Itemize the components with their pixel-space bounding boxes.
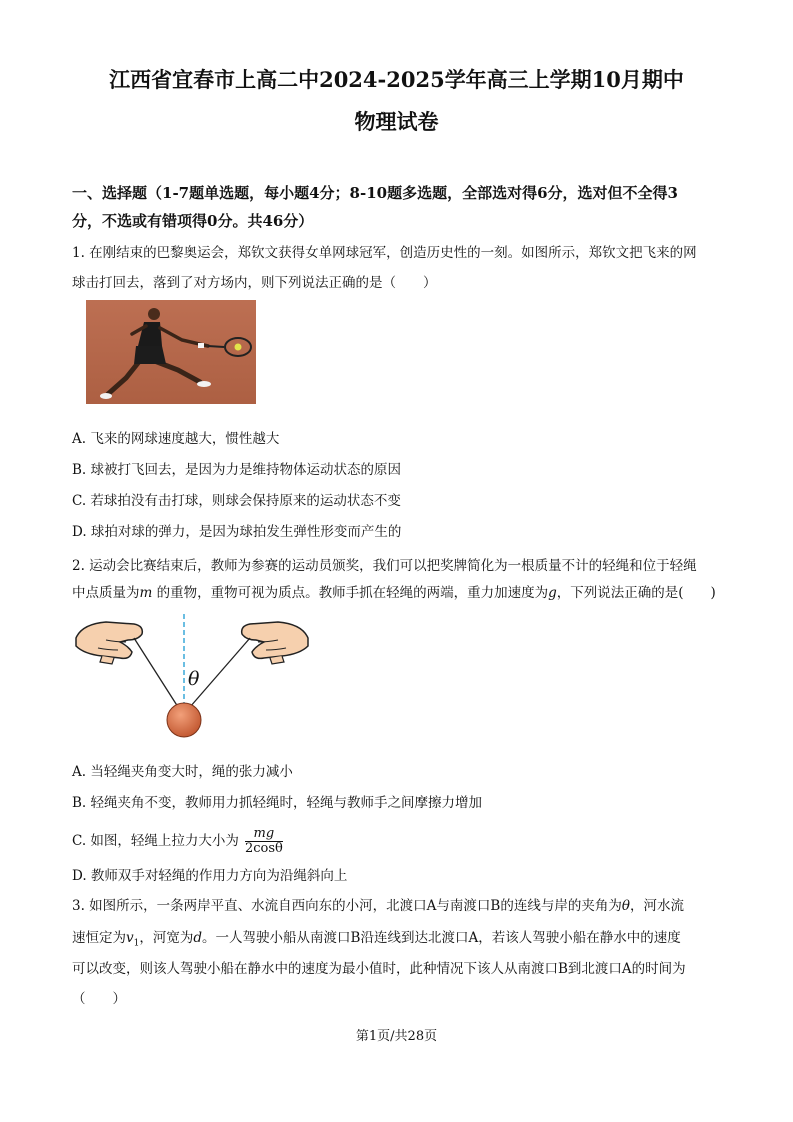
q3-stem-text-b: ，河水流 [629,898,684,914]
page-number: 第1页/共28页 [355,1029,438,1044]
q3-stem-line1 [72,893,732,919]
q3-stem-text-a: 3. 如图所示，一条两岸平直、水流自西向东的小河，北渡口A与南渡口B的连线与岸的夹角为 [72,898,622,914]
q2-gravity-symbol: g [548,585,557,601]
theta-label: θ [188,668,200,690]
q1-option-a: A. 飞来的网球速度越大，惯性越大 [72,431,280,447]
q3-stem-text-e: 。一人驾驶小船从南渡口B沿连线到达北渡口A，若该人驾驶小船在静水中的速度 [202,930,681,946]
q1-stem-line2: 球击打回去，落到了对方场内，则下列说法正确的是（ ） [72,275,437,291]
q3-velocity-symbol: v [126,930,134,946]
q3-stem-text-c: 速恒定为 [72,930,126,946]
tension-fraction [245,827,283,856]
q2-option-a: A. 当轻绳夹角变大时，绳的张力减小 [72,764,293,780]
section-heading-line2: 分，不选或有错项得0分。共46分） [72,212,314,230]
q3-stem-line4: （ ） [72,991,126,1007]
weight-ball [167,703,201,737]
left-rope [134,638,178,707]
q2-option-d: D. 教师双手对轻绳的作用力方向为沿绳斜向上 [72,868,348,884]
q2-mass-symbol: m [139,585,153,601]
fraction-numerator: mg [245,827,283,842]
q1-stem-line1: 1. 在刚结束的巴黎奥运会，郑钦文获得女单网球冠军，创造历史性的一刻。如图所示，郑钦文把飞来的网 [72,245,697,261]
q3-width-symbol: d [193,930,203,946]
q2-stem-line2 [72,580,732,606]
right-hand-icon [242,622,308,664]
q2-stem-text-c: ，下列说法正确的是( ) [556,585,716,601]
q1-option-c: C. 若球拍没有击打球，则球会保持原来的运动状态不变 [72,493,401,509]
q2-stem-text-b: 的重物，重物可视为质点。教师手抓在轻绳的两端，重力加速度为 [152,585,549,601]
q3-stem-line2 [72,925,732,957]
q2-option-c-text: C. 如图，轻绳上拉力大小为 [72,833,239,849]
q1-option-b: B. 球被打飞回去，是因为力是维持物体运动状态的原因 [72,462,402,478]
q3-stem-line3: 可以改变，则该人驾驶小船在静水中的速度为最小值时，此种情况下该人从南渡口B到北渡口A的时间为 [72,961,686,977]
left-hand-icon [76,622,142,664]
section-heading-line1: 一、选择题（1-7题单选题，每小题4分；8-10题多选题，全部选对得6分，选对但不全得3 [72,184,678,202]
tennis-player-photo [86,300,256,404]
q3-velocity-subscript: 1 [133,938,140,949]
exam-title-line1: 江西省宜春市上高二中2024-2025学年高三上学期10月期中 [109,67,684,92]
q2-option-c [72,827,283,856]
q2-option-b: B. 轻绳夹角不变，教师用力抓轻绳时，轻绳与教师手之间摩擦力增加 [72,795,483,811]
q1-option-d: D. 球拍对球的弹力，是因为球拍发生弹性形变而产生的 [72,524,402,540]
exam-title-line2: 物理试卷 [354,109,439,134]
q2-stem-line1: 2. 运动会比赛结束后，教师为参赛的运动员颁奖，我们可以把奖牌简化为一根质量不计的轻绳和位于轻绳 [72,558,697,574]
q2-stem-text-a: 中点质量为 [72,585,140,601]
q3-angle-symbol: θ [621,898,630,914]
q3-stem-text-d: ，河宽为 [139,930,194,946]
fraction-denominator: 2cosθ [244,841,283,856]
